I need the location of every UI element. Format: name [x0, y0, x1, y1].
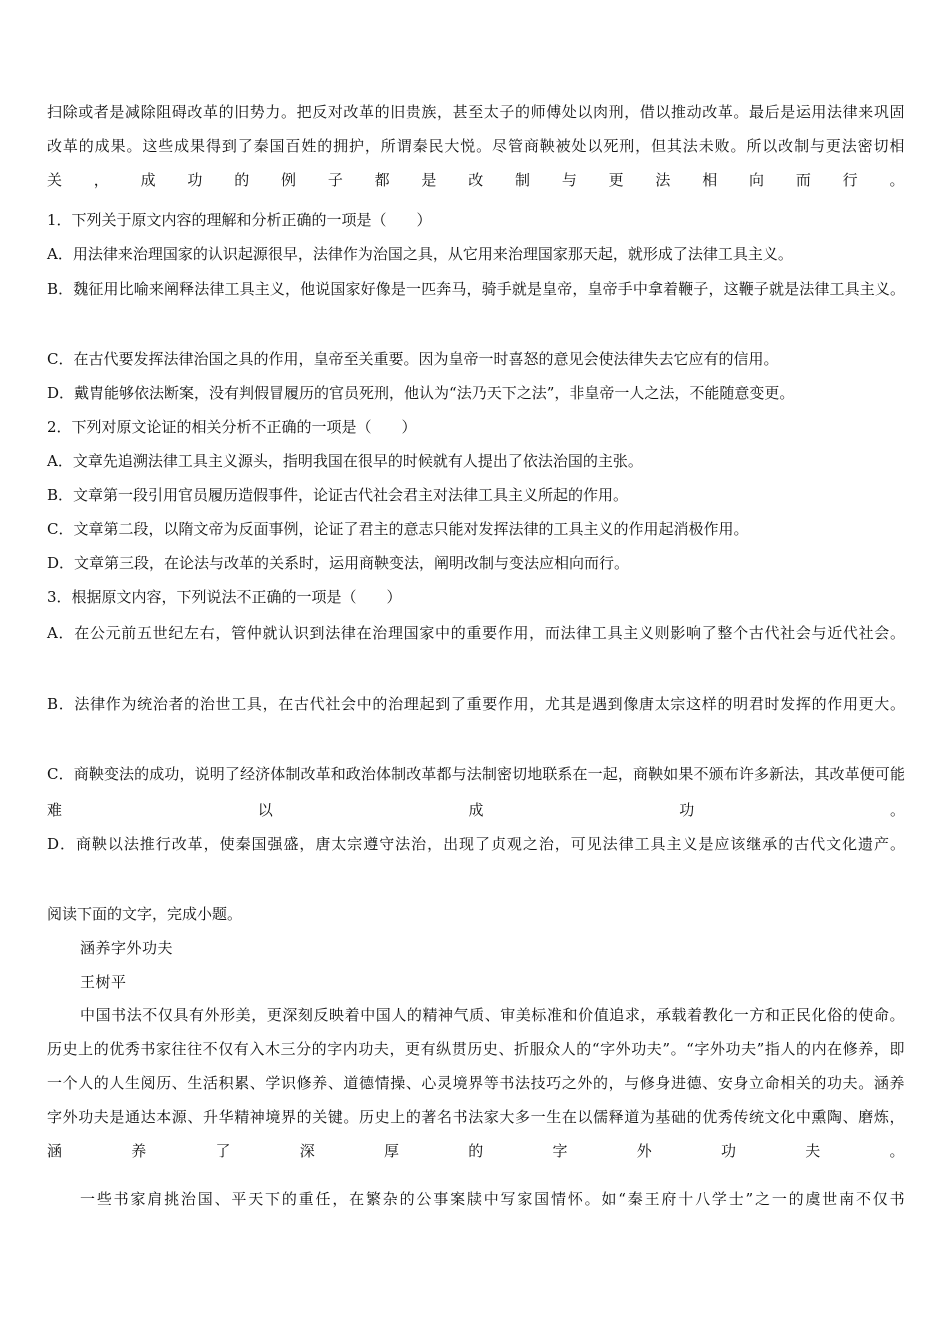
article-author: 王树平	[80, 973, 127, 991]
question-2-stem: 2．下列对原文论证的相关分析不正确的一项是（ ）	[47, 418, 417, 436]
question-1-stem: 1．下列关于原文内容的理解和分析正确的一项是（ ）	[47, 211, 432, 229]
intro-paragraph: 扫除或者是减除阻碍改革的旧势力。把反对改革的旧贵族，甚至太子的师傅处以肉刑，借以推动改革。最后是运用法律来巩固改革的成果。这些成果得到了秦国百姓的拥护，所谓秦民大悦。尽管商鞅被处以死刑，但其法未败。所以改制与更法密切相关，成功的例子都是改制与更法相向而行。	[47, 103, 905, 189]
question-3-stem: 3．根据原文内容，下列说法不正确的一项是（ ）	[47, 588, 402, 606]
question-2-option-b: B．文章第一段引用官员履历造假事件，论证古代社会君主对法律工具主义所起的作用。	[47, 486, 629, 504]
article-paragraph-2: 一些书家肩挑治国、平天下的重任，在繁杂的公事案牍中写家国情怀。如“秦王府十八学士”之一的虞世南不仅书	[80, 1190, 905, 1208]
question-1-option-b: B．魏征用比喻来阐释法律工具主义，他说国家好像是一匹奔马，骑手就是皇帝，皇帝手中拿着鞭子，这鞭子就是法律工具主义。	[47, 280, 905, 298]
question-3-option-d: D．商鞅以法推行改革，使秦国强盛，唐太宗遵守法治，出现了贞观之治，可见法律工具主义是应该继承的古代文化遗产。	[47, 835, 905, 853]
question-2-option-a: A．文章先追溯法律工具主义源头，指明我国在很早的时候就有人提出了依法治国的主张。	[47, 452, 643, 470]
question-1-option-d: D．戴胄能够依法断案，没有判假冒履历的官员死刑，他认为“法乃天下之法”，非皇帝一人之法，不能随意变更。	[47, 384, 795, 402]
question-1-option-a: A．用法律来治理国家的认识起源很早，法律作为治国之具，从它用来治理国家那天起，就形成了法律工具主义。	[47, 245, 793, 263]
question-3-option-c: C．商鞅变法的成功，说明了经济体制改革和政治体制改革都与法制密切地联系在一起，商鞅如果不颁布许多新法，其改革便可能难以成功。	[47, 765, 905, 819]
question-2-option-c: C．文章第二段，以隋文帝为反面事例，论证了君主的意志只能对发挥法律的工具主义的作用起消极作用。	[47, 520, 749, 538]
article-paragraph-1: 中国书法不仅具有外形美，更深刻反映着中国人的精神气质、审美标准和价值追求，承载着教化一方和正民化俗的使命。历史上的优秀书家往往不仅有入木三分的字内功夫，更有纵贯历史、折服众人的“字外功夫”。“字外功夫”指人的内在修养，即一个人的人生阅历、生活积累、学识修养、道德情操、心灵境界等书法技巧之外的，与修身进德、安身立命相关的功夫。涵养字外功夫是通达本源、升华精神境界的关键。历史上的著名书法家大多一生在以儒释道为基础的优秀传统文化中熏陶、磨炼，涵养了深厚的字外功夫。	[47, 1006, 905, 1160]
question-1-option-c: C．在古代要发挥法律治国之具的作用，皇帝至关重要。因为皇帝一时喜怒的意见会使法律失去它应有的信用。	[47, 350, 779, 368]
question-3-option-b: B．法律作为统治者的治世工具，在古代社会中的治理起到了重要作用，尤其是遇到像唐太宗这样的明君时发挥的作用更大。	[47, 695, 905, 713]
reading-instruction: 阅读下面的文字，完成小题。	[47, 905, 243, 923]
question-2-option-d: D．文章第三段，在论法与改革的关系时，运用商鞅变法，阐明改制与变法应相向而行。	[47, 554, 630, 572]
question-3-option-a: A．在公元前五世纪左右，管仲就认识到法律在治理国家中的重要作用，而法律工具主义则影响了整个古代社会与近代社会。	[47, 624, 905, 642]
article-title: 涵养字外功夫	[80, 939, 174, 957]
